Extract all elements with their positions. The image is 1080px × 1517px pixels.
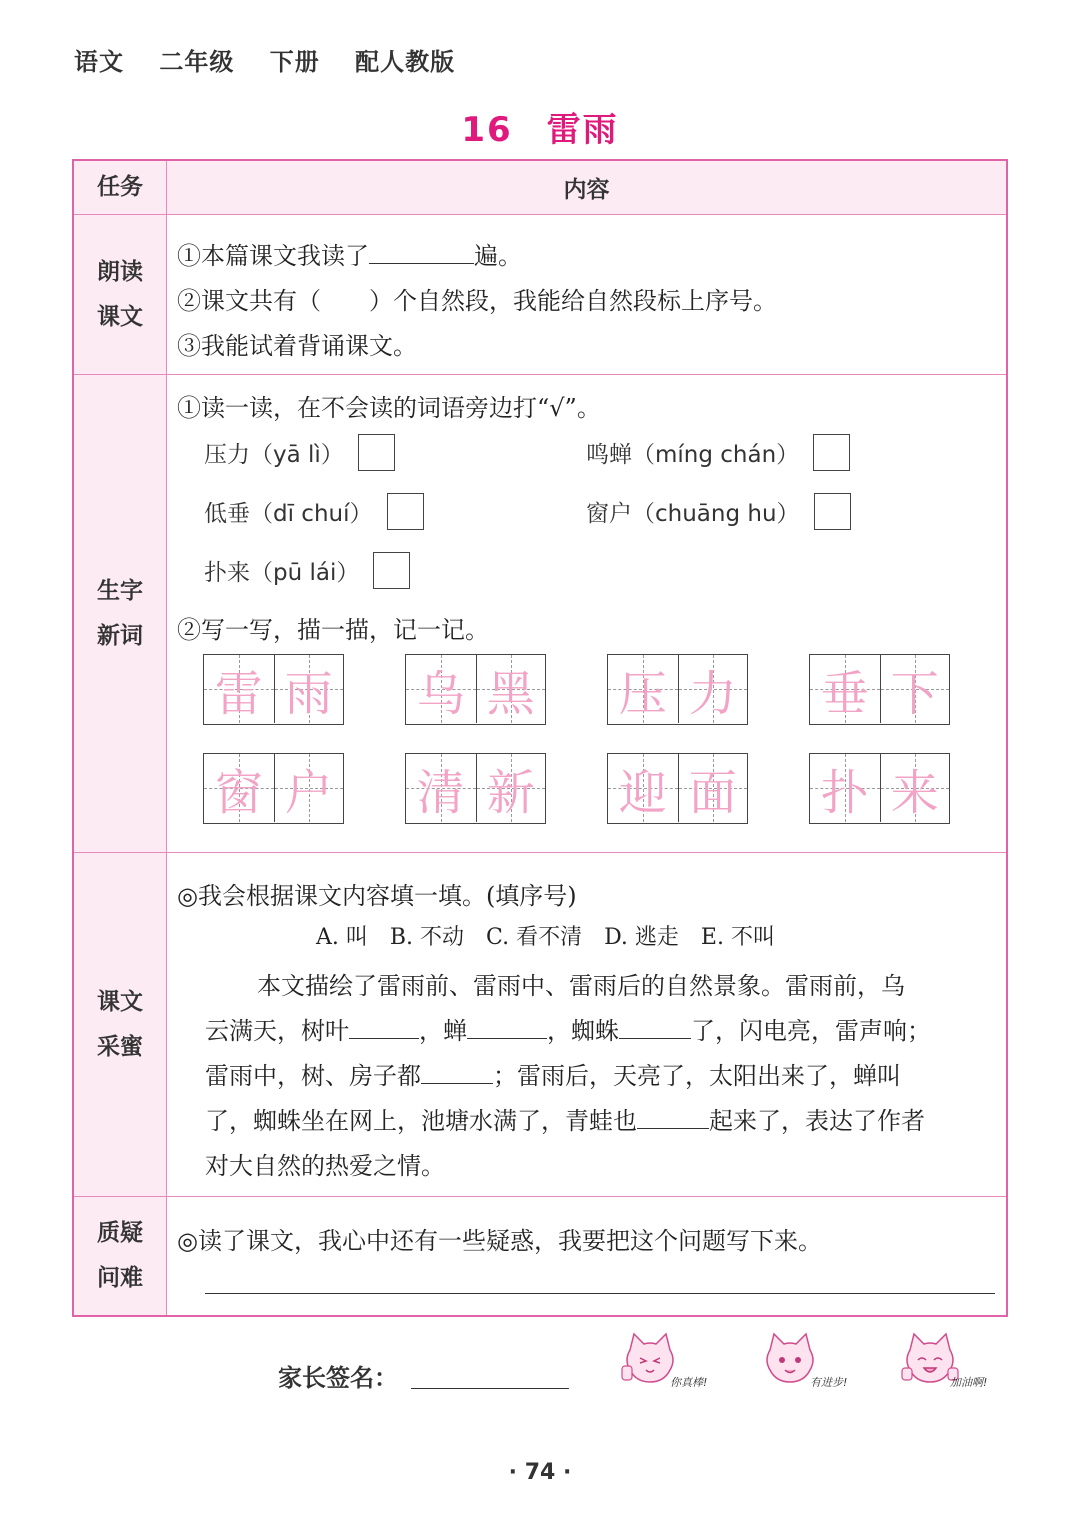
read-line-2: ②课文共有（ ）个自然段，我能给自然段标上序号。: [177, 287, 777, 315]
honey-para-line-3: 雷雨中，树、房子都 ；雷雨后，天亮了，太阳出来了，蝉叫: [205, 1062, 901, 1090]
writing-grid[interactable]: 乌 黑: [405, 654, 546, 725]
task-question: 质疑 问难: [74, 1197, 167, 1315]
vocab-item: 鸣蝉 （míng chán）: [586, 434, 850, 471]
cat-sticker: 加油啊!: [900, 1330, 1010, 1390]
read-count-blank[interactable]: [369, 242, 474, 264]
page-number: · 74 ·: [508, 1460, 572, 1485]
task-new-words: 生字 新词: [74, 375, 167, 852]
header-edition: 配人教版: [355, 48, 456, 76]
lesson-name: 雷雨: [546, 110, 619, 150]
vocab-item: 低垂 （dī chuí）: [204, 493, 424, 530]
writing-grid[interactable]: 雷 雨: [203, 654, 344, 725]
lesson-title: [0, 102, 1080, 151]
writing-grid[interactable]: 迎 面: [607, 753, 748, 824]
parent-signature-line[interactable]: [411, 1388, 569, 1389]
header-grade: 二年级: [159, 48, 235, 76]
words-instruction-1: ①读一读，在不会读的词语旁边打“√”。: [177, 394, 601, 422]
fill-blank[interactable]: [619, 1017, 691, 1039]
vocab-item: 扑来 （pū lái）: [204, 552, 410, 589]
writing-grid[interactable]: 窗 户: [203, 753, 344, 824]
honey-para-line-4: 了，蜘蛛坐在网上，池塘水满了，青蛙也 起来了，表达了作者: [205, 1107, 925, 1135]
table-header-row: [74, 161, 1006, 215]
answer-options: A. 叫 B. 不动 C. 看不清 D. 逃走 E. 不叫: [316, 925, 775, 950]
task-column-header: 任务: [74, 161, 167, 214]
words-instruction-2: ②写一写，描一描，记一记。: [177, 616, 489, 644]
writing-grid[interactable]: 扑 来: [809, 753, 950, 824]
task-text-honey: 课文 采蜜: [74, 853, 167, 1196]
check-box[interactable]: [813, 434, 850, 471]
fill-blank[interactable]: [349, 1017, 419, 1039]
check-box[interactable]: [814, 493, 851, 530]
vocab-item: 窗户 （chuāng hu）: [586, 493, 851, 530]
check-box[interactable]: [387, 493, 424, 530]
honey-para-line-5: 对大自然的热爱之情。: [205, 1152, 445, 1180]
cat-sticker: 有进步!: [760, 1330, 870, 1390]
read-line-1: ①本篇课文我读了 遍。: [177, 242, 522, 270]
row-question: [74, 1197, 1006, 1315]
parent-signature-label: 家长签名：: [278, 1364, 398, 1392]
fill-blank[interactable]: [467, 1017, 547, 1039]
honey-para-line-1: 本文描绘了雷雨前、雷雨中、雷雨后的自然景象。雷雨前，乌: [257, 972, 905, 1000]
header-subject: 语文: [74, 48, 124, 76]
writing-grid[interactable]: 垂 下: [809, 654, 950, 725]
check-box[interactable]: [373, 552, 410, 589]
honey-para-line-2: 云满天，树叶 ，蝉 ，蜘蛛 了，闪电亮，雷声响；: [205, 1017, 931, 1045]
vocab-item: 压力 （yā lì）: [204, 434, 395, 471]
honey-instruction: ◎我会根据课文内容填一填。(填序号): [177, 882, 577, 910]
check-box[interactable]: [358, 434, 395, 471]
book-header: [74, 42, 481, 77]
header-volume: 下册: [269, 48, 320, 76]
lesson-number: 16: [461, 110, 513, 150]
writing-grid[interactable]: 清 新: [405, 753, 546, 824]
content-column-header: 内容: [167, 161, 1006, 214]
question-answer-line[interactable]: [205, 1293, 995, 1294]
fill-blank[interactable]: [637, 1107, 709, 1129]
task-read-aloud: 朗读 课文: [74, 215, 167, 374]
writing-grid[interactable]: 压 力: [607, 654, 748, 725]
read-line-3: ③我能试着背诵课文。: [177, 332, 417, 360]
question-instruction: ◎读了课文，我心中还有一些疑惑，我要把这个问题写下来。: [177, 1227, 822, 1255]
cat-sticker: 你真棒!: [620, 1330, 730, 1390]
fill-blank[interactable]: [421, 1062, 493, 1084]
